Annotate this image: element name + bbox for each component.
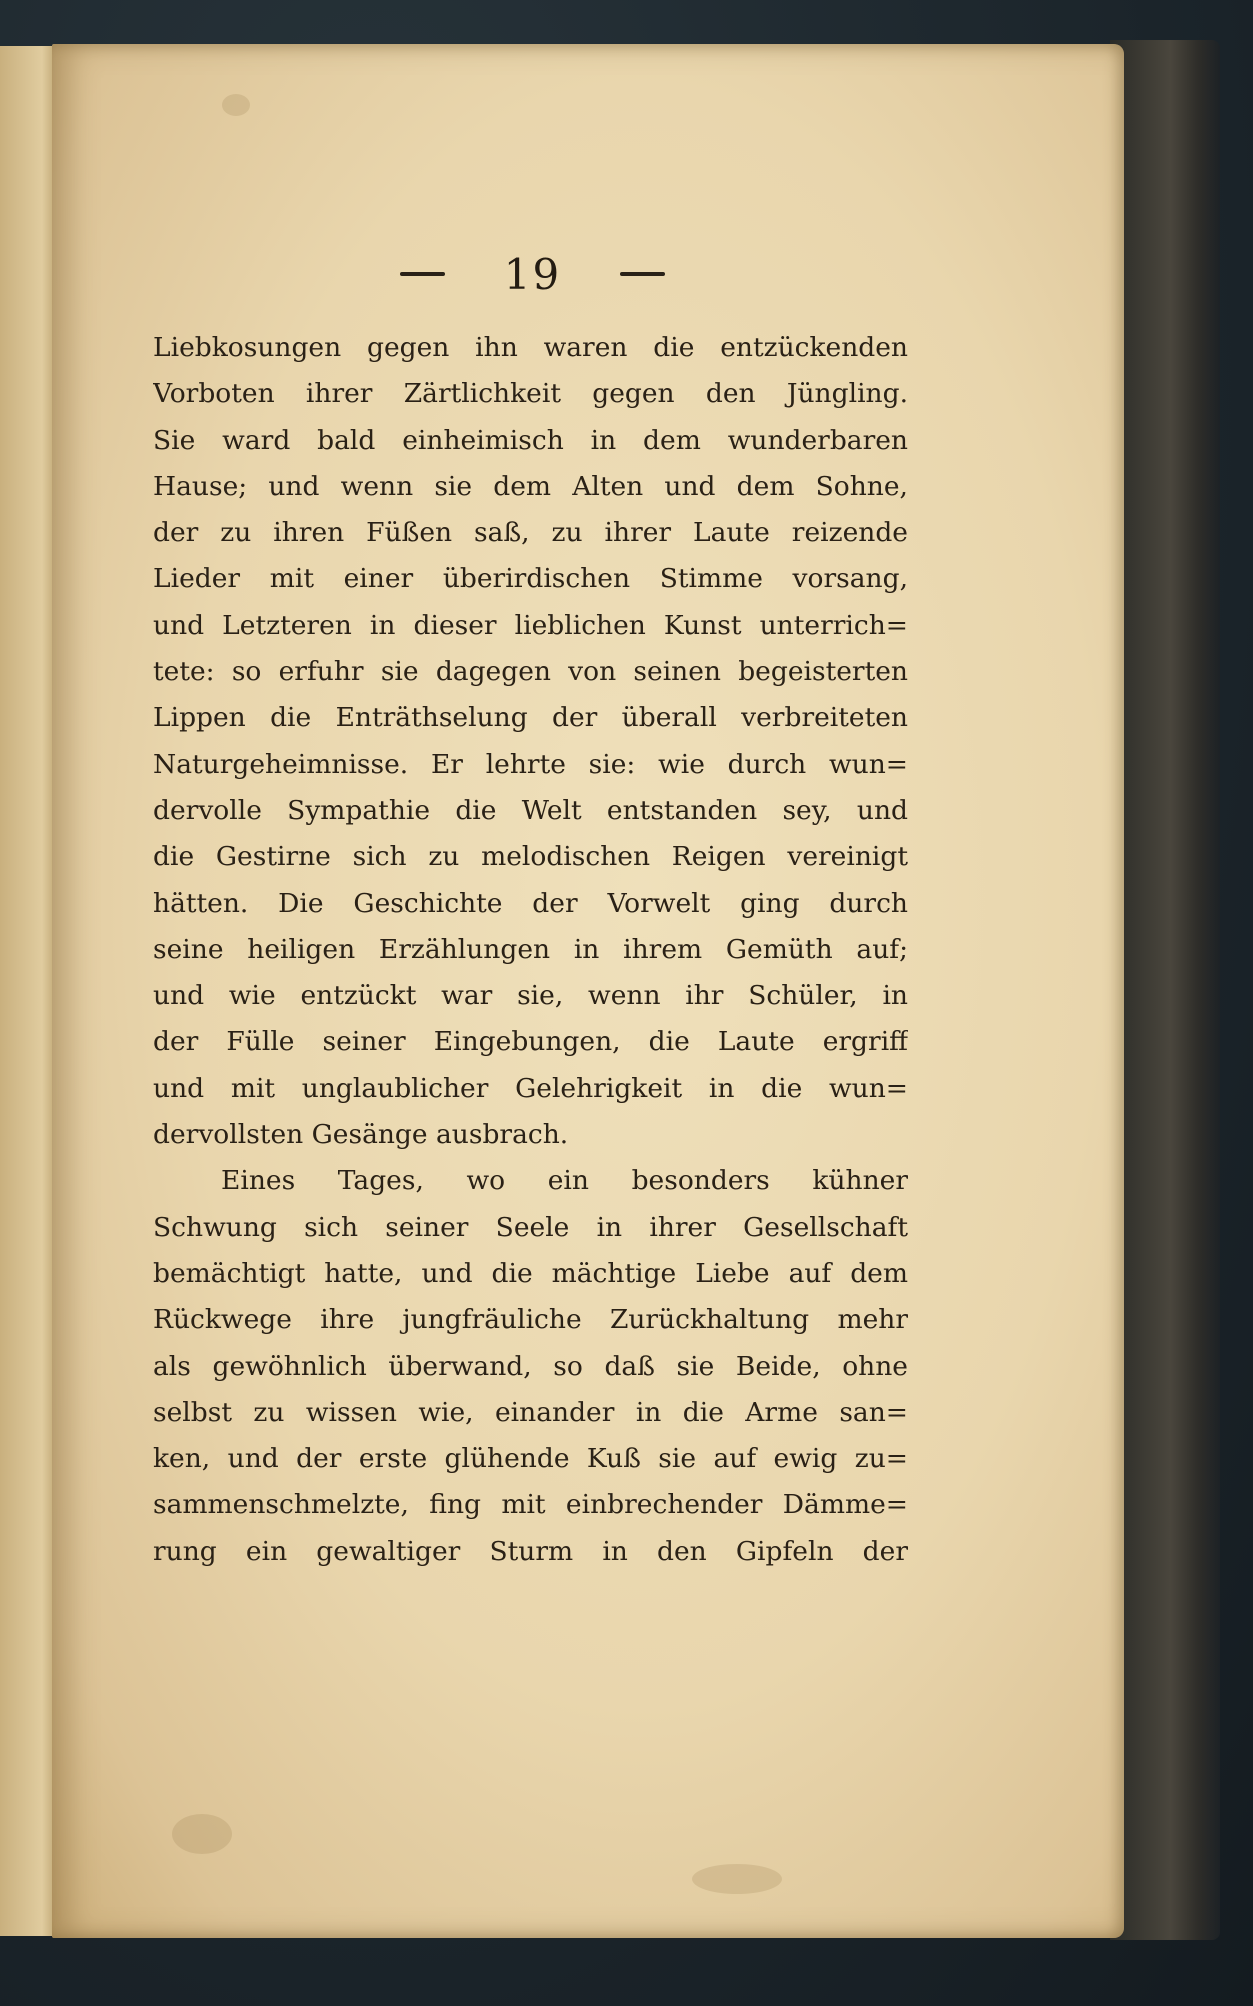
text-line: der zu ihren Füßen saß, zu ihrer Laute reizende xyxy=(153,517,908,549)
header-dash-right xyxy=(620,272,665,276)
text-line: Lippen die Enträthselung der überall verbreiteten xyxy=(153,702,908,734)
text-line: dervolle Sympathie die Welt entstanden sey, und xyxy=(153,794,908,826)
page-stain xyxy=(172,1814,232,1854)
text-line: Lieder mit einer überirdischen Stimme vorsang, xyxy=(153,563,908,595)
text-line: ken, und der erste glühende Kuß sie auf ewig zu= xyxy=(153,1443,908,1475)
book-cover-edge xyxy=(1110,40,1220,1940)
text-line: Liebkosungen gegen ihn waren die entzückenden xyxy=(153,332,908,363)
text-line: Vorboten ihrer Zärtlichkeit gegen den Jüngling. xyxy=(153,378,908,410)
text-line: Eines Tages, wo ein besonders kühner xyxy=(221,1165,908,1197)
text-line: der Fülle seiner Eingebungen, die Laute ergriff xyxy=(153,1026,908,1058)
body-text xyxy=(153,325,908,1575)
text-line: Sie ward bald einheimisch in dem wunderbaren xyxy=(153,424,908,456)
text-line: die Gestirne sich zu melodischen Reigen vereinigt xyxy=(153,841,908,873)
text-line: seine heiligen Erzählungen in ihrem Gemüth auf; xyxy=(153,933,908,965)
text-line: rung ein gewaltiger Sturm in den Gipfeln der xyxy=(153,1535,908,1567)
page-stain xyxy=(692,1864,782,1894)
text-line: und Letzteren in dieser lieblichen Kunst unterrich= xyxy=(153,609,908,641)
page-number: 19 xyxy=(503,250,562,299)
text-line: Hause; und wenn sie dem Alten und dem Sohne, xyxy=(153,470,908,502)
text-line: dervollsten Gesänge ausbrach. xyxy=(153,1119,569,1151)
text-line: und mit unglaublicher Gelehrigkeit in die wun= xyxy=(153,1072,908,1104)
facing-page-edge xyxy=(0,46,60,1936)
page-stain xyxy=(222,94,250,116)
text-line: Rückwege ihre jungfräuliche Zurückhaltung mehr xyxy=(153,1304,908,1336)
page-header xyxy=(400,250,665,310)
text-line: sammenschmelzte, fing mit einbrechender Dämme= xyxy=(153,1489,908,1521)
text-line: Naturgeheimnisse. Er lehrte sie: wie durch wun= xyxy=(153,748,908,780)
text-line: bemächtigt hatte, und die mächtige Liebe auf dem xyxy=(153,1257,908,1289)
text-line: tete: so erfuhr sie dagegen von seinen begeisterten xyxy=(153,656,908,688)
text-line: Schwung sich seiner Seele in ihrer Gesellschaft xyxy=(153,1211,908,1243)
text-line: und wie entzückt war sie, wenn ihr Schüler, in xyxy=(153,980,908,1012)
text-line: selbst zu wissen wie, einander in die Arme san= xyxy=(153,1396,908,1428)
text-line: als gewöhnlich überwand, so daß sie Beide, ohne xyxy=(153,1350,908,1382)
text-line: hätten. Die Geschichte der Vorwelt ging durch xyxy=(153,887,908,919)
